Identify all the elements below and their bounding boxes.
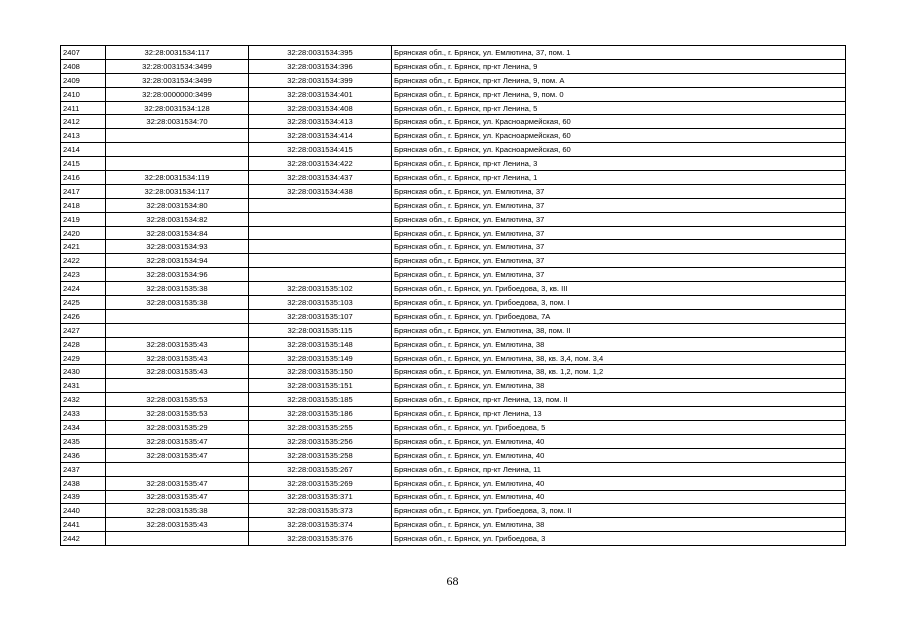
old-cadastral-number-cell: 32:28:0031535:43 bbox=[106, 518, 249, 532]
table-row bbox=[61, 504, 846, 518]
old-cadastral-number-cell: 32:28:0031534:117 bbox=[106, 184, 249, 198]
old-cadastral-number-cell: 32:28:0000000:3499 bbox=[106, 87, 249, 101]
new-cadastral-number-cell: 32:28:0031535:149 bbox=[249, 351, 392, 365]
table-row bbox=[61, 309, 846, 323]
address-cell: Брянская обл., г. Брянск, ул. Емлютина, 38 bbox=[392, 518, 846, 532]
table-row bbox=[61, 476, 846, 490]
table-row bbox=[61, 365, 846, 379]
old-cadastral-number-cell bbox=[106, 309, 249, 323]
address-cell: Брянская обл., г. Брянск, пр-кт Ленина, 11 bbox=[392, 462, 846, 476]
address-cell: Брянская обл., г. Брянск, ул. Грибоедова, 3 bbox=[392, 532, 846, 546]
row-number-cell: 2410 bbox=[61, 87, 106, 101]
old-cadastral-number-cell: 32:28:0031535:47 bbox=[106, 490, 249, 504]
new-cadastral-number-cell bbox=[249, 268, 392, 282]
row-number-cell: 2420 bbox=[61, 226, 106, 240]
address-cell: Брянская обл., г. Брянск, ул. Грибоедова, 5 bbox=[392, 421, 846, 435]
new-cadastral-number-cell: 32:28:0031534:414 bbox=[249, 129, 392, 143]
address-cell: Брянская обл., г. Брянск, ул. Емлютина, 37 bbox=[392, 226, 846, 240]
page-number: 68 bbox=[446, 574, 459, 588]
old-cadastral-number-cell: 32:28:0031535:43 bbox=[106, 351, 249, 365]
row-number-cell: 2439 bbox=[61, 490, 106, 504]
old-cadastral-number-cell bbox=[106, 379, 249, 393]
new-cadastral-number-cell bbox=[249, 212, 392, 226]
old-cadastral-number-cell: 32:28:0031535:38 bbox=[106, 296, 249, 310]
row-number-cell: 2433 bbox=[61, 407, 106, 421]
table-row bbox=[61, 268, 846, 282]
row-number-cell: 2430 bbox=[61, 365, 106, 379]
address-cell: Брянская обл., г. Брянск, ул. Красноармейская, 60 bbox=[392, 115, 846, 129]
address-cell: Брянская обл., г. Брянск, ул. Емлютина, 40 bbox=[392, 490, 846, 504]
old-cadastral-number-cell: 32:28:0031534:80 bbox=[106, 198, 249, 212]
new-cadastral-number-cell: 32:28:0031535:269 bbox=[249, 476, 392, 490]
row-number-cell: 2408 bbox=[61, 59, 106, 73]
address-cell: Брянская обл., г. Брянск, ул. Грибоедова, 3, пом. I bbox=[392, 296, 846, 310]
address-cell: Брянская обл., г. Брянск, пр-кт Ленина, 9, пом. 0 bbox=[392, 87, 846, 101]
new-cadastral-number-cell: 32:28:0031535:256 bbox=[249, 434, 392, 448]
old-cadastral-number-cell: 32:28:0031534:3499 bbox=[106, 59, 249, 73]
table-row bbox=[61, 296, 846, 310]
new-cadastral-number-cell: 32:28:0031535:102 bbox=[249, 282, 392, 296]
table-row bbox=[61, 407, 846, 421]
new-cadastral-number-cell: 32:28:0031535:148 bbox=[249, 337, 392, 351]
row-number-cell: 2418 bbox=[61, 198, 106, 212]
row-number-cell: 2417 bbox=[61, 184, 106, 198]
row-number-cell: 2436 bbox=[61, 448, 106, 462]
old-cadastral-number-cell bbox=[106, 462, 249, 476]
new-cadastral-number-cell: 32:28:0031534:399 bbox=[249, 73, 392, 87]
row-number-cell: 2409 bbox=[61, 73, 106, 87]
new-cadastral-number-cell: 32:28:0031534:396 bbox=[249, 59, 392, 73]
new-cadastral-number-cell: 32:28:0031535:373 bbox=[249, 504, 392, 518]
row-number-cell: 2437 bbox=[61, 462, 106, 476]
table-row bbox=[61, 532, 846, 546]
row-number-cell: 2431 bbox=[61, 379, 106, 393]
table-row bbox=[61, 115, 846, 129]
old-cadastral-number-cell: 32:28:0031535:38 bbox=[106, 504, 249, 518]
table-row bbox=[61, 379, 846, 393]
row-number-cell: 2435 bbox=[61, 434, 106, 448]
table-row bbox=[61, 87, 846, 101]
address-cell: Брянская обл., г. Брянск, пр-кт Ленина, 13, пом. II bbox=[392, 393, 846, 407]
table-row bbox=[61, 198, 846, 212]
table-row bbox=[61, 323, 846, 337]
new-cadastral-number-cell: 32:28:0031535:371 bbox=[249, 490, 392, 504]
address-cell: Брянская обл., г. Брянск, пр-кт Ленина, 13 bbox=[392, 407, 846, 421]
old-cadastral-number-cell: 32:28:0031535:47 bbox=[106, 448, 249, 462]
row-number-cell: 2428 bbox=[61, 337, 106, 351]
table-row bbox=[61, 73, 846, 87]
old-cadastral-number-cell: 32:28:0031535:43 bbox=[106, 337, 249, 351]
row-number-cell: 2426 bbox=[61, 309, 106, 323]
table-row bbox=[61, 46, 846, 60]
new-cadastral-number-cell: 32:28:0031534:401 bbox=[249, 87, 392, 101]
table-row bbox=[61, 184, 846, 198]
row-number-cell: 2425 bbox=[61, 296, 106, 310]
address-cell: Брянская обл., г. Брянск, ул. Емлютина, 37 bbox=[392, 240, 846, 254]
old-cadastral-number-cell: 32:28:0031535:53 bbox=[106, 393, 249, 407]
address-cell: Брянская обл., г. Брянск, пр-кт Ленина, 5 bbox=[392, 101, 846, 115]
new-cadastral-number-cell: 32:28:0031535:255 bbox=[249, 421, 392, 435]
old-cadastral-number-cell: 32:28:0031535:29 bbox=[106, 421, 249, 435]
old-cadastral-number-cell: 32:28:0031534:96 bbox=[106, 268, 249, 282]
new-cadastral-number-cell bbox=[249, 198, 392, 212]
old-cadastral-number-cell: 32:28:0031534:82 bbox=[106, 212, 249, 226]
old-cadastral-number-cell: 32:28:0031535:53 bbox=[106, 407, 249, 421]
old-cadastral-number-cell: 32:28:0031534:94 bbox=[106, 254, 249, 268]
address-cell: Брянская обл., г. Брянск, ул. Емлютина, 38 bbox=[392, 337, 846, 351]
table-row bbox=[61, 59, 846, 73]
old-cadastral-number-cell: 32:28:0031535:47 bbox=[106, 476, 249, 490]
row-number-cell: 2429 bbox=[61, 351, 106, 365]
old-cadastral-number-cell bbox=[106, 532, 249, 546]
address-cell: Брянская обл., г. Брянск, ул. Емлютина, 37 bbox=[392, 212, 846, 226]
new-cadastral-number-cell: 32:28:0031535:150 bbox=[249, 365, 392, 379]
old-cadastral-number-cell: 32:28:0031534:93 bbox=[106, 240, 249, 254]
old-cadastral-number-cell bbox=[106, 143, 249, 157]
old-cadastral-number-cell: 32:28:0031534:128 bbox=[106, 101, 249, 115]
row-number-cell: 2421 bbox=[61, 240, 106, 254]
old-cadastral-number-cell bbox=[106, 323, 249, 337]
address-cell: Брянская обл., г. Брянск, ул. Грибоедова, 3, кв. III bbox=[392, 282, 846, 296]
row-number-cell: 2438 bbox=[61, 476, 106, 490]
new-cadastral-number-cell: 32:28:0031535:376 bbox=[249, 532, 392, 546]
address-cell: Брянская обл., г. Брянск, ул. Емлютина, 38 bbox=[392, 379, 846, 393]
table-row bbox=[61, 143, 846, 157]
table-row bbox=[61, 157, 846, 171]
row-number-cell: 2423 bbox=[61, 268, 106, 282]
table-row bbox=[61, 337, 846, 351]
new-cadastral-number-cell bbox=[249, 254, 392, 268]
table-row bbox=[61, 490, 846, 504]
table-row bbox=[61, 254, 846, 268]
table-row bbox=[61, 351, 846, 365]
row-number-cell: 2414 bbox=[61, 143, 106, 157]
new-cadastral-number-cell: 32:28:0031534:413 bbox=[249, 115, 392, 129]
new-cadastral-number-cell: 32:28:0031534:395 bbox=[249, 46, 392, 60]
address-cell: Брянская обл., г. Брянск, пр-кт Ленина, 1 bbox=[392, 171, 846, 185]
old-cadastral-number-cell bbox=[106, 129, 249, 143]
row-number-cell: 2415 bbox=[61, 157, 106, 171]
new-cadastral-number-cell: 32:28:0031534:437 bbox=[249, 171, 392, 185]
old-cadastral-number-cell: 32:28:0031534:117 bbox=[106, 46, 249, 60]
table-row bbox=[61, 393, 846, 407]
new-cadastral-number-cell: 32:28:0031535:267 bbox=[249, 462, 392, 476]
old-cadastral-number-cell: 32:28:0031534:3499 bbox=[106, 73, 249, 87]
new-cadastral-number-cell: 32:28:0031535:185 bbox=[249, 393, 392, 407]
address-cell: Брянская обл., г. Брянск, ул. Красноармейская, 60 bbox=[392, 129, 846, 143]
row-number-cell: 2427 bbox=[61, 323, 106, 337]
new-cadastral-number-cell: 32:28:0031534:422 bbox=[249, 157, 392, 171]
new-cadastral-number-cell: 32:28:0031535:107 bbox=[249, 309, 392, 323]
row-number-cell: 2432 bbox=[61, 393, 106, 407]
new-cadastral-number-cell: 32:28:0031535:374 bbox=[249, 518, 392, 532]
address-cell: Брянская обл., г. Брянск, ул. Емлютина, 38, кв. 3,4, пом. 3,4 bbox=[392, 351, 846, 365]
address-cell: Брянская обл., г. Брянск, пр-кт Ленина, 3 bbox=[392, 157, 846, 171]
table-row bbox=[61, 212, 846, 226]
row-number-cell: 2434 bbox=[61, 421, 106, 435]
address-cell: Брянская обл., г. Брянск, ул. Емлютина, 40 bbox=[392, 448, 846, 462]
row-number-cell: 2407 bbox=[61, 46, 106, 60]
table-row bbox=[61, 421, 846, 435]
row-number-cell: 2413 bbox=[61, 129, 106, 143]
row-number-cell: 2442 bbox=[61, 532, 106, 546]
table-row bbox=[61, 226, 846, 240]
new-cadastral-number-cell: 32:28:0031535:103 bbox=[249, 296, 392, 310]
old-cadastral-number-cell: 32:28:0031534:84 bbox=[106, 226, 249, 240]
new-cadastral-number-cell: 32:28:0031535:258 bbox=[249, 448, 392, 462]
address-cell: Брянская обл., г. Брянск, ул. Грибоедова, 3, пом. II bbox=[392, 504, 846, 518]
new-cadastral-number-cell bbox=[249, 226, 392, 240]
cadastral-register-table bbox=[60, 45, 846, 546]
address-cell: Брянская обл., г. Брянск, ул. Емлютина, 37 bbox=[392, 254, 846, 268]
table-row bbox=[61, 101, 846, 115]
row-number-cell: 2416 bbox=[61, 171, 106, 185]
table-row bbox=[61, 171, 846, 185]
table-row bbox=[61, 434, 846, 448]
table-row bbox=[61, 448, 846, 462]
new-cadastral-number-cell: 32:28:0031535:115 bbox=[249, 323, 392, 337]
row-number-cell: 2412 bbox=[61, 115, 106, 129]
table-row bbox=[61, 462, 846, 476]
address-cell: Брянская обл., г. Брянск, пр-кт Ленина, 9 bbox=[392, 59, 846, 73]
old-cadastral-number-cell: 32:28:0031535:43 bbox=[106, 365, 249, 379]
new-cadastral-number-cell: 32:28:0031534:408 bbox=[249, 101, 392, 115]
address-cell: Брянская обл., г. Брянск, ул. Емлютина, 37 bbox=[392, 268, 846, 282]
address-cell: Брянская обл., г. Брянск, ул. Емлютина, 37 bbox=[392, 198, 846, 212]
address-cell: Брянская обл., г. Брянск, ул. Емлютина, 37 bbox=[392, 184, 846, 198]
table-row bbox=[61, 282, 846, 296]
address-cell: Брянская обл., г. Брянск, ул. Емлютина, 38, пом. II bbox=[392, 323, 846, 337]
old-cadastral-number-cell: 32:28:0031534:70 bbox=[106, 115, 249, 129]
new-cadastral-number-cell bbox=[249, 240, 392, 254]
register-table-body bbox=[61, 46, 846, 546]
old-cadastral-number-cell: 32:28:0031535:47 bbox=[106, 434, 249, 448]
address-cell: Брянская обл., г. Брянск, ул. Емлютина, 40 bbox=[392, 476, 846, 490]
address-cell: Брянская обл., г. Брянск, ул. Красноармейская, 60 bbox=[392, 143, 846, 157]
row-number-cell: 2411 bbox=[61, 101, 106, 115]
old-cadastral-number-cell: 32:28:0031535:38 bbox=[106, 282, 249, 296]
new-cadastral-number-cell: 32:28:0031534:415 bbox=[249, 143, 392, 157]
address-cell: Брянская обл., г. Брянск, ул. Емлютина, 40 bbox=[392, 434, 846, 448]
address-cell: Брянская обл., г. Брянск, ул. Грибоедова, 7А bbox=[392, 309, 846, 323]
address-cell: Брянская обл., г. Брянск, ул. Емлютина, 37, пом. 1 bbox=[392, 46, 846, 60]
address-cell: Брянская обл., г. Брянск, пр-кт Ленина, 9, пом. А bbox=[392, 73, 846, 87]
new-cadastral-number-cell: 32:28:0031535:151 bbox=[249, 379, 392, 393]
old-cadastral-number-cell bbox=[106, 157, 249, 171]
table-row bbox=[61, 240, 846, 254]
row-number-cell: 2440 bbox=[61, 504, 106, 518]
row-number-cell: 2441 bbox=[61, 518, 106, 532]
new-cadastral-number-cell: 32:28:0031535:186 bbox=[249, 407, 392, 421]
row-number-cell: 2419 bbox=[61, 212, 106, 226]
table-row bbox=[61, 518, 846, 532]
old-cadastral-number-cell: 32:28:0031534:119 bbox=[106, 171, 249, 185]
row-number-cell: 2424 bbox=[61, 282, 106, 296]
row-number-cell: 2422 bbox=[61, 254, 106, 268]
table-row bbox=[61, 129, 846, 143]
address-cell: Брянская обл., г. Брянск, ул. Емлютина, 38, кв. 1,2, пом. 1,2 bbox=[392, 365, 846, 379]
new-cadastral-number-cell: 32:28:0031534:438 bbox=[249, 184, 392, 198]
